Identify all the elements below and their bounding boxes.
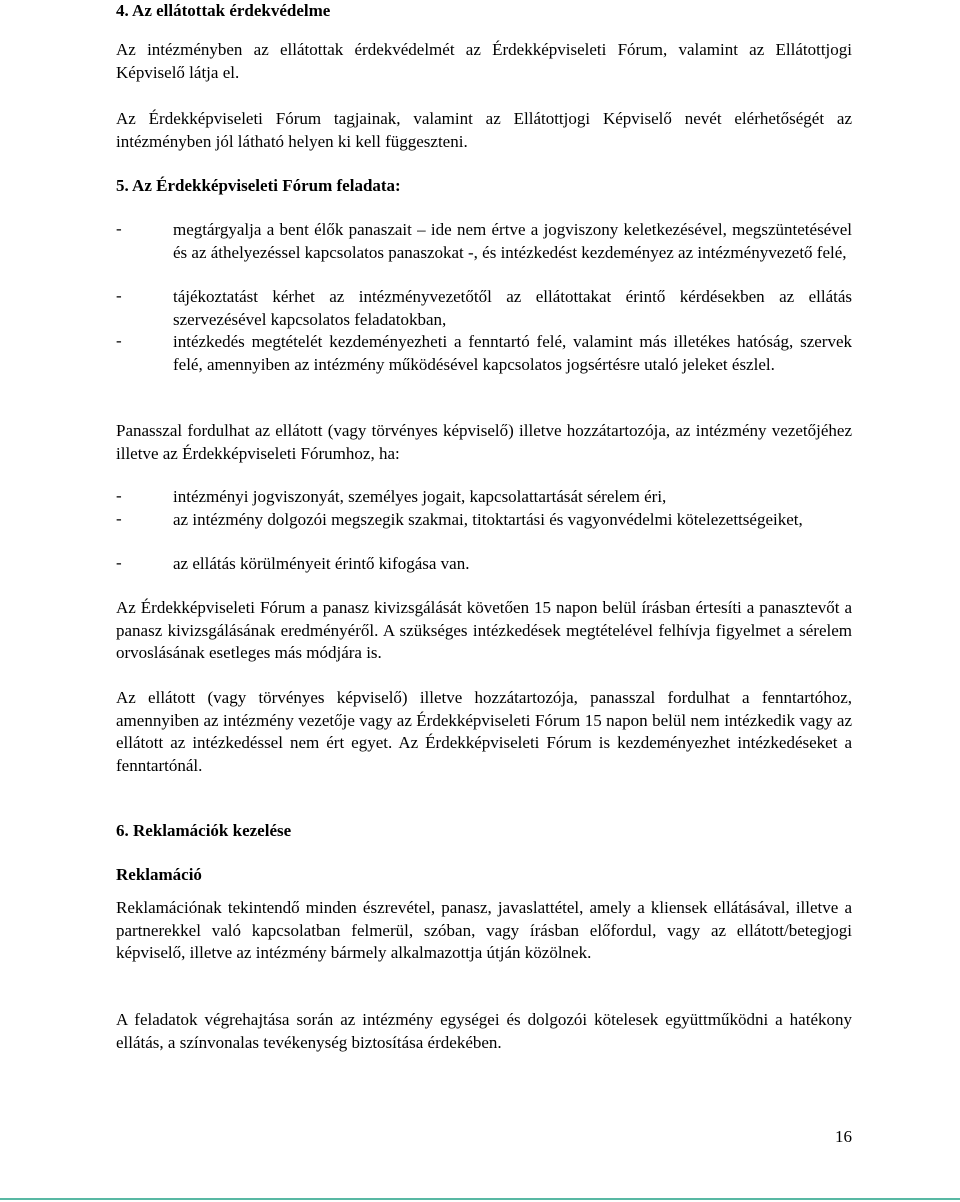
section-6-subheading: Reklamáció — [116, 865, 202, 884]
complaint-item-text-2: az intézmény dolgozói megszegik szakmai, titoktartási és vagyonvédelmi kötelezettségeiket, — [173, 510, 803, 529]
bullet-dash: - — [116, 509, 122, 528]
section-5-heading: 5. Az Érdekképviseleti Fórum feladata: — [116, 176, 401, 195]
section-4-heading: 4. Az ellátottak érdekvédelme — [116, 1, 331, 20]
forum-task-text-2: tájékoztatást kérhet az intézményvezetőtől az ellátottakat érintő kérdésekben az ellátás szervezésével kapcsolatos feladatokban, — [173, 287, 852, 329]
forum-task-item-3 — [116, 331, 852, 376]
investigation-paragraph: Az Érdekképviseleti Fórum a panasz kivizsgálását követően 15 napon belül írásban értesíti a panasztevőt a panasz kivizsgálásának eredményéről. A szükséges intézkedések megtételével felhívja figyelmet a sérelem orvoslásának esetleges más módjára is. — [116, 598, 852, 662]
forum-task-text-1: megtárgyalja a bent élők panaszait – ide nem értve a jogviszony keletkezésével, megszüntetésével és az áthelyezéssel kapcsolatos panaszokat -, és intézkedést kezdeményez az intézményvezető felé, — [173, 220, 852, 262]
bullet-dash: - — [116, 286, 122, 305]
maintainer-paragraph: Az ellátott (vagy törvényes képviselő) illetve hozzátartozója, panasszal fordulhat a fenntartóhoz, amennyiben az intézmény vezetője vagy az Érdekképviseleti Fórum 15 napon belül nem intézkedik vagy az ellátott az intézkedéssel nem ért egyet. Az Érdekképviseleti Fórum is kezdeményezhet intézkedéseket a fenntartónál. — [116, 688, 852, 775]
forum-task-text-3: intézkedés megtételét kezdeményezheti a fenntartó felé, valamint más illetékes hatóság, szervek felé, amennyiben az intézmény működésével kapcsolatos jogsértésre utaló jeleket észlel. — [173, 332, 852, 374]
complaint-item-text-1: intézményi jogviszonyát, személyes jogait, kapcsolattartását sérelem éri, — [173, 487, 667, 506]
complaint-item-2 — [116, 509, 852, 532]
bullet-dash: - — [116, 553, 122, 572]
section-4-paragraph-1: Az intézményben az ellátottak érdekvédelmét az Érdekképviseleti Fórum, valamint az Ellátottjogi Képviselő látja el. — [116, 40, 852, 82]
forum-task-item-1 — [116, 219, 852, 264]
section-6-heading: 6. Reklamációk kezelése — [116, 821, 292, 840]
complaint-item-3 — [116, 553, 852, 576]
forum-task-item-2 — [116, 286, 852, 331]
page-number: 16 — [835, 1127, 852, 1146]
section-6-paragraph-2: A feladatok végrehajtása során az intézmény egységei és dolgozói kötelesek együttműködni a hatékony ellátás, a színvonalas tevékenység biztosítása érdekében. — [116, 1010, 852, 1052]
bullet-dash: - — [116, 331, 122, 350]
complaint-paragraph: Panasszal fordulhat az ellátott (vagy törvényes képviselő) illetve hozzátartozója, az intézmény vezetőjéhez illetve az Érdekképviseleti Fórumhoz, ha: — [116, 421, 852, 463]
section-4-paragraph-2: Az Érdekképviseleti Fórum tagjainak, valamint az Ellátottjogi Képviselő nevét elérhetőségét az intézményben jól látható helyen ki kell függeszteni. — [116, 109, 852, 151]
footer-divider — [0, 1198, 960, 1200]
bullet-dash: - — [116, 219, 122, 238]
complaint-item-1 — [116, 486, 852, 509]
bullet-dash: - — [116, 486, 122, 505]
section-6-paragraph-1: Reklamációnak tekintendő minden észrevétel, panasz, javaslattétel, amely a kliensek ellátásával, illetve a partnerekkel való kapcsolatban felmerül, szóban, vagy írásban előfordul, vagy az ellátott/betegjogi képviselő, illetve az intézmény bármely alkalmazottja útján közölnek. — [116, 898, 852, 962]
complaint-item-text-3: az ellátás körülményeit érintő kifogása van. — [173, 554, 470, 573]
